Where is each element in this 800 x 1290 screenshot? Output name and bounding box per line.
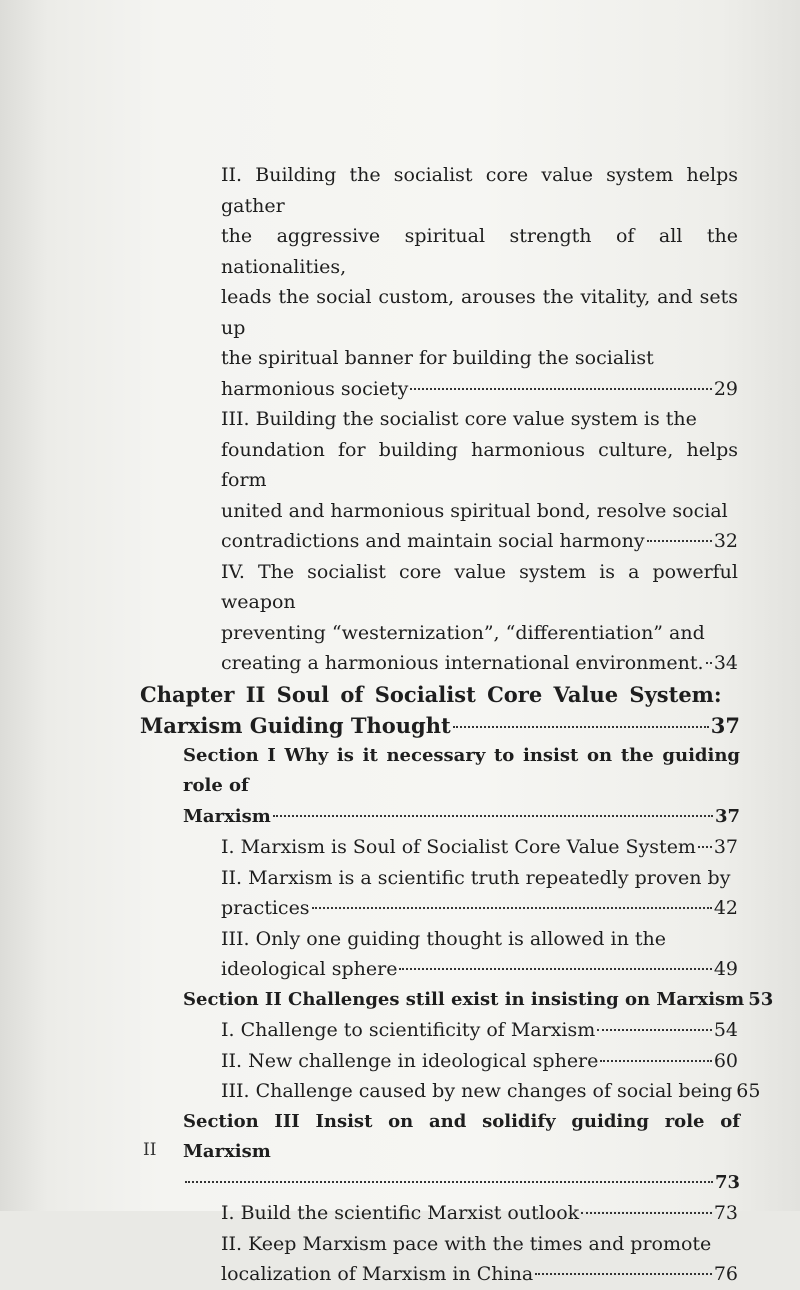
toc-entry-page-number: 73	[714, 1171, 740, 1193]
toc-entry-page-number: 37	[710, 712, 740, 738]
toc-section-entry	[183, 741, 740, 833]
toc-entry-title-last-line: practices	[221, 897, 310, 919]
toc-subsection-entry	[221, 1198, 738, 1229]
dot-leader	[312, 907, 712, 909]
toc-entry-title-line: IV. The socialist core value system is a powerful weapon	[221, 560, 738, 613]
toc-entry-title-last-line: ideological sphere	[221, 958, 398, 980]
toc-entry-title-last-line: creating a harmonious international environment.	[221, 652, 704, 674]
toc-entry-leader-row	[221, 1076, 761, 1107]
dot-leader	[706, 662, 712, 664]
toc-entry-title-line: foundation for building harmonious culture, helps form	[221, 438, 738, 491]
toc-entry-leader-row	[221, 648, 738, 679]
toc-entry-title-line: leads the social custom, arouses the vitality, and sets up	[221, 286, 738, 339]
table-of-contents	[0, 160, 800, 1290]
dot-leader	[600, 1060, 711, 1062]
toc-entry-title-last-line: localization of Marxism in China	[221, 1263, 534, 1285]
toc-entry-page-number: 76	[713, 1263, 738, 1285]
toc-entry-title-line: Section I Why is it necessary to insist on the guiding role of	[183, 744, 740, 796]
toc-entry-leader-row	[183, 802, 740, 833]
dot-leader	[185, 1181, 713, 1183]
toc-entry-title-last-line: I. Build the scientific Marxist outlook	[221, 1202, 580, 1224]
toc-entry-title-last-line: III. Challenge caused by new changes of social being	[221, 1080, 733, 1102]
toc-entry-title-line: II. Keep Marxism pace with the times and promote	[221, 1232, 712, 1255]
toc-entry-title-line: II. Marxism is a scientific truth repeatedly proven by	[221, 866, 731, 889]
toc-entry-leader-row	[221, 954, 738, 985]
toc-entry-page-number: 37	[714, 805, 740, 827]
toc-entry-page-number: 73	[713, 1202, 738, 1224]
toc-entry-page-number: 34	[713, 652, 738, 674]
toc-entry-leader-row	[221, 832, 738, 863]
dot-leader	[273, 815, 713, 817]
toc-entry-page-number: 65	[736, 1080, 761, 1102]
toc-entry-leader-row	[221, 893, 738, 924]
dot-leader	[597, 1029, 712, 1031]
toc-entry-title-last-line: contradictions and maintain social harmony	[221, 530, 645, 552]
toc-entry-leader-row	[221, 1015, 738, 1046]
dot-leader	[535, 1273, 712, 1275]
toc-entry-leader-row	[221, 1046, 738, 1077]
toc-entry-title-line: III. Building the socialist core value system is the	[221, 408, 697, 430]
dot-leader	[410, 388, 711, 390]
toc-entry-title-last-line: I. Marxism is Soul of Socialist Core Value System	[221, 836, 696, 858]
toc-subsection-entry	[221, 863, 738, 924]
dot-leader	[647, 540, 712, 542]
toc-entry-title-last-line: harmonious society	[221, 377, 409, 400]
toc-entry-title-last-line: I. Challenge to scientificity of Marxism	[221, 1019, 596, 1041]
toc-entry-leader-row	[183, 985, 774, 1016]
toc-entry-title-last-line: II. New challenge in ideological sphere	[221, 1049, 599, 1072]
toc-entry-leader-row	[221, 526, 738, 557]
toc-entry-title-line: Section III Insist on and solidify guiding role of Marxism	[183, 1110, 740, 1162]
toc-subsection-entry	[221, 1076, 761, 1107]
toc-entry-leader-row	[221, 1259, 738, 1290]
toc-entry-title-line: Chapter II Soul of Socialist Core Value System:	[140, 681, 722, 707]
toc-entry-title-line: preventing “westernization”, “differentiation” and	[221, 621, 705, 644]
toc-entry-page-number: 29	[713, 377, 738, 400]
toc-entry-leader-row	[183, 1168, 740, 1199]
toc-entry-title-last-line: Marxism	[183, 805, 271, 827]
toc-entry-title-line: united and harmonious spiritual bond, resolve social	[221, 499, 728, 522]
toc-entry-title-line: the spiritual banner for building the socialist	[221, 347, 654, 369]
toc-subsection-entry	[221, 832, 738, 863]
dot-leader	[581, 1212, 712, 1214]
toc-section-entry	[183, 985, 774, 1016]
toc-entry-page-number: 60	[713, 1049, 738, 1072]
toc-subsection-entry	[221, 1015, 738, 1046]
toc-subsection-entry	[221, 1046, 738, 1077]
dot-leader	[453, 726, 709, 728]
toc-entry-leader-row	[140, 710, 740, 741]
toc-entry-title-last-line: Section II Challenges still exist in insisting on Marxism	[183, 988, 745, 1010]
dot-leader	[399, 968, 711, 970]
dot-leader	[698, 846, 712, 848]
toc-entry-page-number: 37	[713, 836, 738, 858]
toc-subsection-entry	[221, 404, 738, 557]
toc-entry-page-number: 54	[713, 1019, 738, 1041]
toc-subsection-entry	[221, 924, 738, 985]
toc-entry-page-number: 53	[748, 988, 774, 1010]
toc-subsection-entry	[221, 1229, 738, 1290]
toc-entry-title-line: the aggressive spiritual strength of all the nationalities,	[221, 225, 738, 278]
toc-subsection-entry	[221, 160, 738, 404]
toc-entry-page-number: 42	[713, 897, 738, 919]
toc-entry-page-number: 32	[713, 530, 738, 552]
toc-subsection-entry	[221, 557, 738, 679]
toc-entry-title-last-line: Marxism Guiding Thought	[140, 712, 451, 738]
toc-entry-title-line: II. Building the socialist core value system helps gather	[221, 164, 738, 217]
page-number: II	[143, 1140, 157, 1160]
toc-chapter-entry	[140, 679, 740, 741]
toc-entry-leader-row	[221, 374, 738, 405]
toc-section-entry	[183, 1107, 740, 1199]
toc-entry-title-line: III. Only one guiding thought is allowed in the	[221, 927, 666, 950]
toc-entry-leader-row	[221, 1198, 738, 1229]
toc-entry-page-number: 49	[713, 958, 738, 980]
